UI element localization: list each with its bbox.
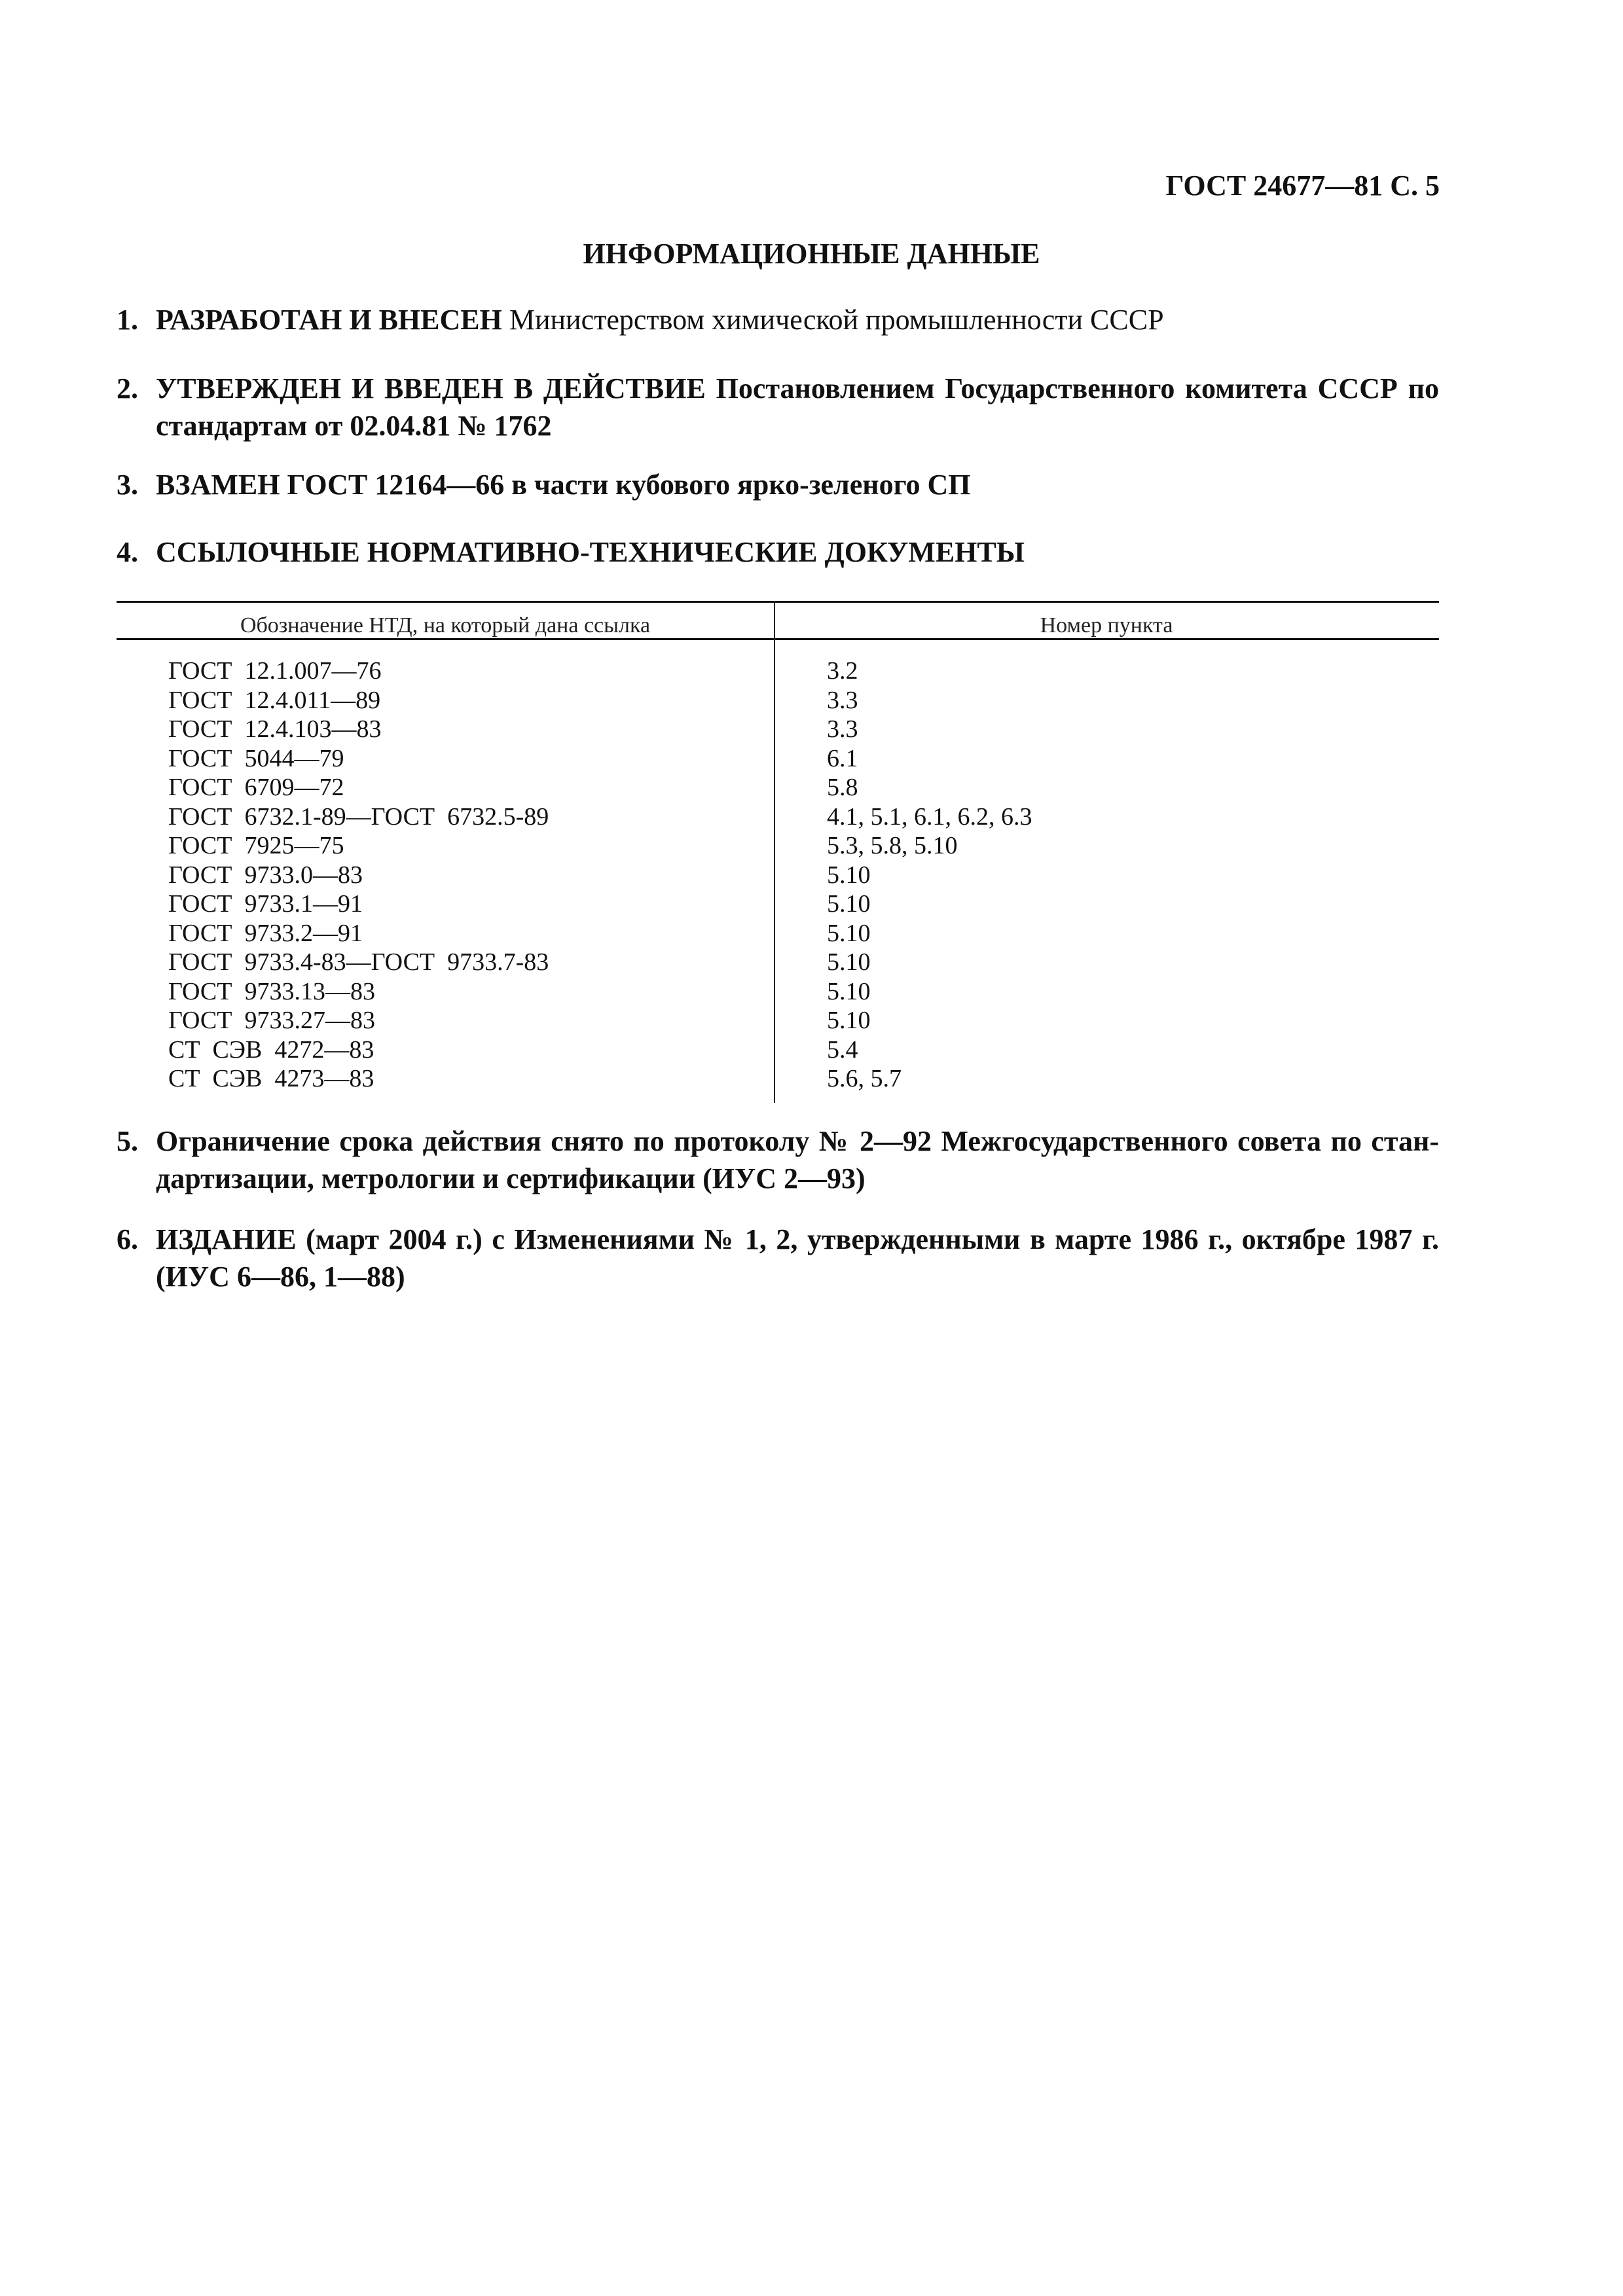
table-cell-ntd: ГОСТ 5044—79 [168,744,344,772]
table-column-divider [774,601,775,1103]
info-item-5 [117,1122,1439,1197]
item-body-text: в части кубового ярко-зеленого СП [504,469,971,501]
item-text [156,301,1439,338]
table-top-rule [117,601,1439,603]
document-title: ИНФОРМАЦИОННЫЕ ДАННЫЕ [583,238,1040,270]
item-text [156,370,1439,444]
table-cell-ntd: ГОСТ 6709—72 [168,774,344,801]
item-body-text: Министерством химической промышленности СССР [501,304,1164,336]
table-header-ntd: Обозначение НТД, на который дана ссылка [240,613,651,637]
table-header-clause: Номер пункта [1040,613,1173,637]
table-cell-ntd: ГОСТ 6732.1-89—ГОСТ 6732.5-89 [168,802,549,831]
table-cell-clause: 4.1, 5.1, 6.1, 6.2, 6.3 [827,802,1032,831]
table-cell-ntd: ГОСТ 12.4.103—83 [168,715,382,743]
item-bold-text: РАЗРАБОТАН И ВНЕСЕН [156,304,502,336]
info-item-4 [117,533,1439,571]
table-cell-clause: 6.1 [827,744,858,772]
table-cell-clause: 3.2 [827,657,858,685]
table-cell-ntd: ГОСТ 9733.0—83 [168,861,363,889]
item-body-text: Постановлением Государственного комитета СССР по стандартам от 02.04.81 № 1762 [156,372,1440,442]
item-number: 4. [117,536,138,568]
item-bold-text: ВЗАМЕН ГОСТ 12164—66 [156,469,505,501]
item-number: 3. [117,469,138,501]
table-cell-clause: 5.4 [827,1035,858,1064]
table-cell-ntd: ГОСТ 12.1.007—76 [168,657,382,685]
table-cell-clause: 3.3 [827,715,858,743]
item-number: 5. [117,1125,138,1157]
item-text [156,533,1439,571]
table-cell-clause: 3.3 [827,686,858,714]
table-header-rule [117,638,1439,640]
table-cell-ntd: ГОСТ 12.4.011—89 [168,686,381,714]
table-column-ntd [168,656,549,1094]
table-cell-clause: 5.10 [827,1007,871,1034]
table-cell-ntd: ГОСТ 9733.2—91 [168,919,363,947]
info-item-6 [117,1221,1439,1295]
item-body-text: Ограничение срока действия снято по протоколу № 2—92 Межгосударственного совета по стан-дартизации, метрологии и сертификации (ИУС 2—93) [156,1125,1439,1194]
table-cell-ntd: СТ СЭВ 4273—83 [168,1065,374,1092]
item-body-text: (март 2004 г.) с Изменениями № 1, 2, утвержденными в марте 1986 г., октябре 1987 г. (ИУС 6—86, 1—88) [156,1223,1439,1293]
info-item-2 [117,370,1439,444]
item-text [156,466,1439,503]
table-cell-clause: 5.10 [827,948,871,976]
table-cell-clause: 5.10 [827,890,871,918]
table-cell-clause: 5.10 [827,919,871,947]
item-number: 1. [117,304,138,336]
item-bold-text: УТВЕРЖДЕН И ВВЕДЕН В ДЕЙСТВИЕ [156,372,706,404]
info-item-3 [117,466,1439,503]
item-text [156,1122,1439,1197]
item-number: 6. [117,1223,138,1255]
table-cell-clause: 5.10 [827,977,871,1005]
table-cell-ntd: ГОСТ 9733.4-83—ГОСТ 9733.7-83 [168,948,549,976]
table-cell-ntd: ГОСТ 9733.13—83 [168,977,375,1005]
table-cell-ntd: СТ СЭВ 4272—83 [168,1035,374,1064]
table-cell-clause: 5.3, 5.8, 5.10 [827,832,958,859]
item-bold-text: ССЫЛОЧНЫЕ НОРМАТИВНО-ТЕХНИЧЕСКИЕ ДОКУМЕНТЫ [156,536,1025,568]
table-cell-ntd: ГОСТ 9733.27—83 [168,1007,375,1034]
table-cell-clause: 5.8 [827,774,858,801]
item-text [156,1221,1439,1295]
table-cell-clause: 5.6, 5.7 [827,1065,902,1092]
table-cell-ntd: ГОСТ 7925—75 [168,832,344,859]
item-number: 2. [117,372,138,404]
table-cell-ntd: ГОСТ 9733.1—91 [168,890,363,918]
info-item-1 [117,301,1439,338]
table-column-clause [827,656,1032,1094]
item-bold-text: ИЗДАНИЕ [156,1223,297,1255]
table-cell-clause: 5.10 [827,861,871,889]
page-header: ГОСТ 24677—81 С. 5 [1165,170,1440,202]
